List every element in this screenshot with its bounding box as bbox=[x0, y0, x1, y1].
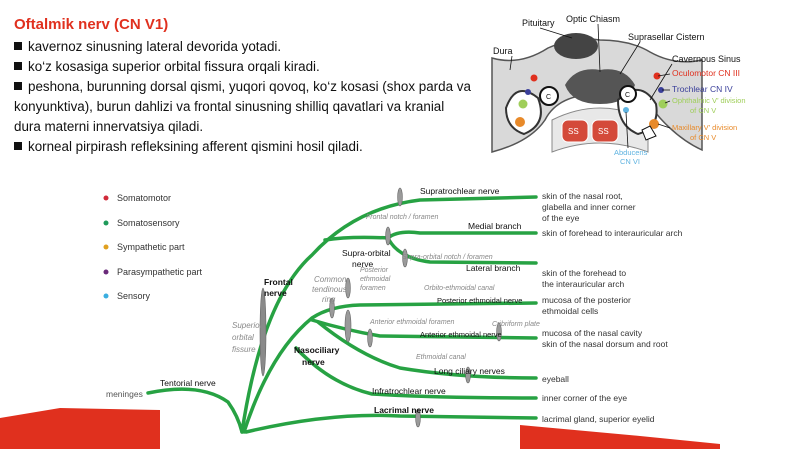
sof-label-line1: Superior bbox=[232, 321, 263, 330]
foramen-marker bbox=[386, 227, 391, 245]
ophthalmic-label-line2: of CN V bbox=[690, 106, 717, 115]
superior-orbital-fissure-marker bbox=[260, 288, 266, 376]
abducens-label-line1: Abducens bbox=[614, 148, 648, 157]
legend-dot-sympathetic bbox=[104, 245, 109, 250]
trochlear-dot bbox=[525, 89, 531, 95]
legend-dot-parasympathetic bbox=[104, 270, 109, 275]
ophthalmic-dot bbox=[519, 100, 528, 109]
frontal-nerve-label-line2: nerve bbox=[264, 288, 287, 298]
target-medial-branch: skin of forehead to interauricular arch bbox=[542, 228, 683, 238]
pituitary-label: Pituitary bbox=[522, 18, 555, 28]
suprasellar-cistern-label: Suprasellar Cistern bbox=[628, 32, 705, 42]
target-lateral-branch-line1: skin of the forehead to bbox=[542, 268, 627, 278]
target-posterior-ethmoidal-line1: mucosa of the posterior bbox=[542, 295, 631, 305]
maxillary-label-line2: of CN V bbox=[690, 133, 717, 142]
maxillary-label-line1: Maxillary V’ division bbox=[672, 123, 738, 132]
common-tendinous-ring-label-line2: tendinous bbox=[312, 285, 347, 294]
long-ciliary-nerves-label: Long ciliary nerves bbox=[434, 366, 505, 376]
bullet-text: kavernoz sinusning lateral devorida yotadi. bbox=[28, 39, 282, 54]
nasociliary-nerve-label-line1: Nasociliary bbox=[294, 345, 340, 355]
sof-label-line3: fissure bbox=[232, 345, 256, 354]
ethmoidal-canal-label: Ethmoidal canal bbox=[416, 354, 466, 361]
target-infratrochlear: inner corner of the eye bbox=[542, 393, 628, 403]
nasociliary-nerve-label-line2: nerve bbox=[302, 357, 325, 367]
infratrochlear-nerve-label: Infratrochlear nerve bbox=[372, 386, 446, 396]
target-lateral-branch-line2: the interauricular arch bbox=[542, 279, 625, 289]
legend-label: Parasympathetic part bbox=[117, 267, 203, 277]
maxillary-dot bbox=[515, 117, 525, 127]
foramen-marker bbox=[368, 329, 373, 347]
cavernous-sinus-diagram bbox=[492, 14, 746, 166]
ophthalmic-label-line1: Ophthalmic V’ division bbox=[672, 96, 746, 105]
tentorial-nerve-label: Tentorial nerve bbox=[160, 378, 216, 388]
meninges-label: meninges bbox=[106, 389, 143, 399]
lacrimal-nerve-label: Lacrimal nerve bbox=[374, 405, 435, 415]
anterior-ethmoidal-nerve-label: Anterior ethmoidal nerve bbox=[420, 330, 502, 339]
bullet-text: korneal pirpirash refleksining afferent qismini hosil qiladi. bbox=[28, 139, 363, 154]
sof-label-line2: orbital bbox=[232, 333, 254, 342]
tentorial-nerve-line bbox=[148, 389, 242, 432]
foramen-marker bbox=[398, 188, 403, 206]
target-supratrochlear-line1: skin of the nasal root, bbox=[542, 191, 623, 201]
common-ring-marker bbox=[345, 310, 351, 342]
carotid-left-label: C bbox=[546, 94, 552, 101]
cribriform-plate-label: Cribriform plate bbox=[492, 321, 540, 328]
slide-title: Oftalmik nerv (CN V1) bbox=[14, 16, 169, 33]
nerve-branch-diagram bbox=[148, 197, 536, 432]
pituitary-leader bbox=[540, 28, 572, 38]
legend-dot-somatomotor bbox=[104, 196, 109, 201]
target-lacrimal: lacrimal gland, superior eyelid bbox=[542, 414, 655, 424]
bullet-text: ko‘z kosasiga superior orbital fissura orqali kiradi. bbox=[28, 59, 320, 74]
posterior-ethmoidal-foramen-label-line1: Posterior bbox=[360, 267, 389, 274]
supraorbital-nerve-label-line1: Supra-orbital bbox=[342, 248, 391, 258]
legend-label: Somatomotor bbox=[117, 193, 172, 203]
legend-label: Sympathetic part bbox=[117, 242, 185, 252]
oculomotor-dot bbox=[531, 75, 538, 82]
legend-label: Sensory bbox=[117, 291, 151, 301]
bottom-decor-shape bbox=[0, 408, 160, 449]
carotid-right-label: C bbox=[625, 92, 631, 99]
posterior-ethmoidal-nerve-label: Posterior ethmoidal nerve bbox=[437, 296, 523, 305]
frontal-notch-label: Frontal notch / foramen bbox=[366, 214, 439, 221]
medial-branch-line bbox=[388, 232, 536, 238]
sphenoid-sinus-right-label: SS bbox=[598, 127, 609, 136]
supratrochlear-nerve-label: Supratrochlear nerve bbox=[420, 186, 500, 196]
trochlear-label: Trochlear CN IV bbox=[672, 84, 733, 94]
common-tendinous-ring-label-line3: ring bbox=[322, 295, 336, 304]
legend-dot-somatosensory bbox=[104, 221, 109, 226]
supraorbital-nerve-label-line2: nerve bbox=[352, 259, 374, 269]
target-long-ciliary: eyeball bbox=[542, 374, 569, 384]
pituitary-shape bbox=[554, 33, 598, 59]
dura-label: Dura bbox=[493, 46, 513, 56]
target-anterior-ethmoidal-line1: mucosa of the nasal cavity bbox=[542, 328, 643, 338]
anterior-ethmoidal-foramen-label: Anterior ethmoidal foramen bbox=[370, 319, 455, 326]
optic-chiasm-label: Optic Chiasm bbox=[566, 14, 621, 24]
sphenoid-sinus-left-label: SS bbox=[568, 127, 579, 136]
target-anterior-ethmoidal-line2: skin of the nasal dorsum and root bbox=[542, 339, 668, 349]
bullet-text: peshona, burunning dorsal qismi, yuqori qovoq, ko‘z kosasi (shox parda va konyunktiva), burun dahlizi va frontal sinusning shilliq qavatlari va kranial dura materni innervatsiya qiladi. bbox=[14, 79, 471, 134]
posterior-ethmoidal-foramen-label-line3: foramen bbox=[360, 285, 386, 292]
ophthalmic-dot bbox=[659, 100, 668, 109]
frontal-nerve-label-line1: Frontal bbox=[264, 277, 293, 287]
supraorbital-trunk-line bbox=[325, 237, 388, 240]
orbito-ethmoidal-canal-label: Orbito-ethmoidal canal bbox=[424, 285, 495, 292]
legend-label: Somatosensory bbox=[117, 218, 180, 228]
oculomotor-label: Oculomotor CN III bbox=[672, 68, 741, 78]
target-supratrochlear-line2: glabella and inner corner bbox=[542, 202, 636, 212]
lacrimal-line bbox=[246, 415, 536, 432]
lateral-branch-label: Lateral branch bbox=[466, 263, 521, 273]
target-supratrochlear-line3: of the eye bbox=[542, 213, 580, 223]
legend-dot-sensory bbox=[104, 294, 109, 299]
bottom-decor-shape bbox=[520, 425, 720, 449]
cavernous-sinus-label: Cavernous Sinus bbox=[672, 54, 741, 64]
abducens-label-line2: CN VI bbox=[620, 157, 641, 166]
common-tendinous-ring-label-line1: Common bbox=[314, 275, 347, 284]
legend bbox=[104, 193, 203, 301]
target-posterior-ethmoidal-line2: ethmoidal cells bbox=[542, 306, 599, 316]
posterior-ethmoidal-foramen-label-line2: ethmoidal bbox=[360, 276, 391, 283]
medial-branch-label: Medial branch bbox=[468, 221, 522, 231]
supraorbital-notch-label: Supra-orbital notch / foramen bbox=[402, 254, 493, 261]
